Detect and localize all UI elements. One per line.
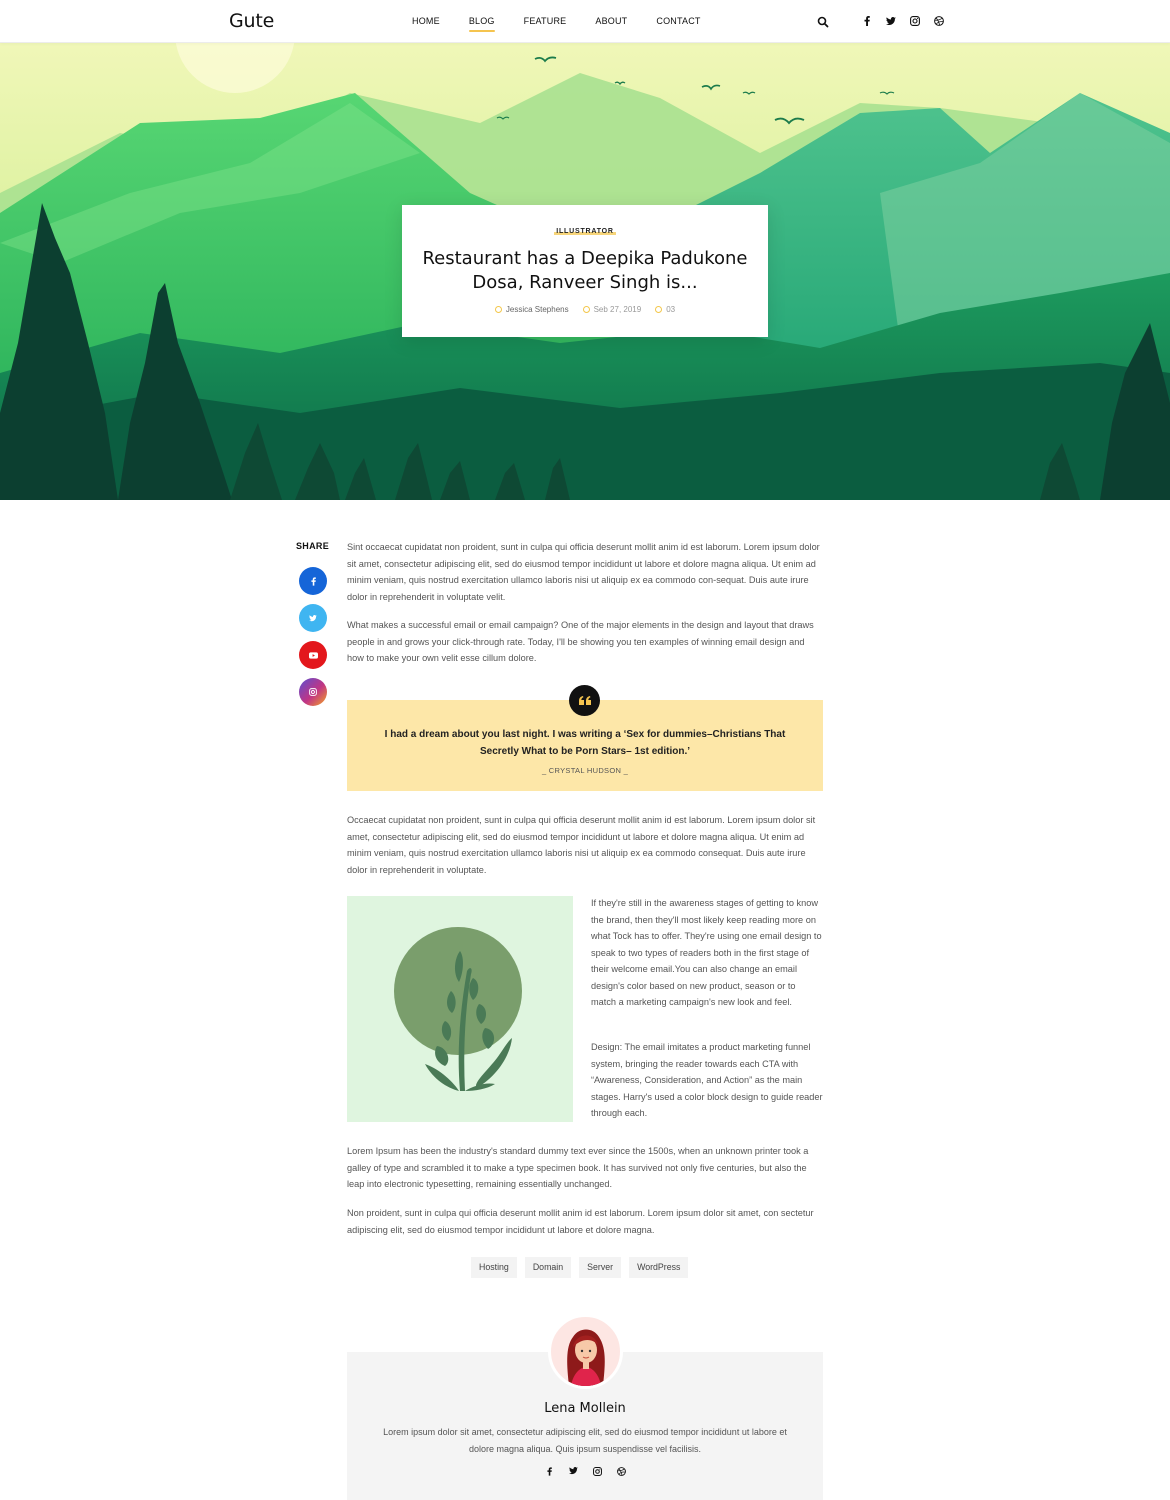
author-avatar xyxy=(548,1314,623,1389)
article-side-paragraph: If they're still in the awareness stages of getting to know the brand, then they'll most likely keep reading more on what Tock has to offer. They're using one email design to speak to two types of readers both in the first stage of their welcome email.You can also change an email design's color based on new product, season or to match a marketing campaign's new look and feel. xyxy=(591,898,822,1007)
plant-illustration xyxy=(347,896,573,1122)
post-comments-meta[interactable] xyxy=(655,305,675,314)
post-date-meta xyxy=(583,305,642,314)
twitter-icon[interactable] xyxy=(885,15,897,27)
quote-text: I had a dream about you last night. I was writing a ‘Sex for dummies–Christians That Secretly What to be Porn Stars– 1st edition.’ xyxy=(384,729,786,757)
post-title: Restaurant has a Deepika Padukone Dosa, Ranveer Singh is... xyxy=(422,248,748,293)
nav-home[interactable]: HOME xyxy=(412,16,440,26)
facebook-icon[interactable] xyxy=(861,15,873,27)
user-icon xyxy=(495,306,502,313)
main-nav xyxy=(412,16,730,26)
quote-icon xyxy=(569,685,600,716)
article-paragraph: Occaecat cupidatat non proident, sunt in culpa qui officia deserunt mollit anim id est laborum. Lorem ipsum dolor sit amet, consectetur adipiscing elit, sed do eiusmod tempor incididunt ut labore et dolore magna aliqua. Ut enim ad minim veniam, quis nostrud exercitation ullamco laboris nisi ut aliquip ex ea commodo consequat. Duis aute irure dolor in reprehenderit in voluptate. xyxy=(347,815,816,875)
tag-domain[interactable]: Domain xyxy=(525,1257,571,1278)
post-date: Seb 27, 2019 xyxy=(593,305,642,314)
share-label: SHARE xyxy=(296,541,330,551)
article-paragraph: Lorem Ipsum has been the industry's standard dummy text ever since the 1500s, when an unknown printer took a galley of type and scrambled it to make a type specimen book. It has survived not only five centuries, but also the leap into electronic typesetting, remaining essentially unchanged. xyxy=(347,1146,809,1189)
share-facebook-button[interactable] xyxy=(299,567,327,595)
author-social xyxy=(347,1465,823,1477)
calendar-icon xyxy=(583,306,590,313)
article-paragraph: Non proident, sunt in culpa qui officia deserunt mollit anim id est laborum. Lorem ipsum dolor sit amet, con sectetur adipiscing elit, sed do eiusmod tempor incididunt ut labore et dolore magna. xyxy=(347,1208,814,1235)
comment-icon xyxy=(655,306,662,313)
youtube-icon xyxy=(309,652,318,659)
article-paragraph: Sint occaecat cupidatat non proident, sunt in culpa qui officia deserunt mollit anim id est laborum. Lorem ipsum dolor sit amet, consectetur adipiscing elit, sed do eiusmod tempor incididunt ut labore et dolore magna aliqua. Ut enim ad minim veniam, quis nostrud exercitation ullamco laboris nisi ut aliquip ex ea commodo con-sequat. Duis aute irure dolor in reprehenderit in voluptate velit. xyxy=(347,542,820,602)
header-social xyxy=(861,15,957,27)
instagram-icon xyxy=(309,688,317,696)
tag-wordpress[interactable]: WordPress xyxy=(629,1257,688,1278)
post-author: Jessica Stephens xyxy=(505,305,569,314)
tag-hosting[interactable]: Hosting xyxy=(471,1257,517,1278)
twitter-icon xyxy=(309,615,317,622)
quote-author: _ CRYSTAL HUDSON _ xyxy=(541,766,629,775)
instagram-icon[interactable] xyxy=(909,15,921,27)
article-paragraph: What makes a successful email or email campaign? One of the major elements in the design and layout that draws people in and grows your click-through rate. Today, I'll be showing you ten examples of winning email design and how to make your own velit esse cillum dolore. xyxy=(347,620,814,663)
post-meta xyxy=(402,305,768,314)
search-icon[interactable] xyxy=(817,15,829,27)
author-name[interactable]: Lena Mollein xyxy=(544,1401,626,1416)
nav-about[interactable]: ABOUT xyxy=(595,16,628,26)
post-comment-count: 03 xyxy=(666,305,676,314)
nav-contact[interactable]: CONTACT xyxy=(656,16,701,26)
post-author-meta[interactable] xyxy=(495,305,569,314)
dribbble-icon[interactable] xyxy=(933,15,945,27)
article-side-paragraph: Design: The email imitates a product marketing funnel system, bringing the reader towards each CTA with “Awareness, Consideration, and Action” as the main stages. Harry's used a color block design to guide reader through each. xyxy=(591,1042,823,1118)
post-tags xyxy=(471,1257,696,1278)
author-bio: Lorem ipsum dolor sit amet, consectetur adipiscing elit, sed do eiusmod tempor incididunt ut labore et dolore magna aliqua. Quis ipsum suspendisse vel facilisis. xyxy=(383,1427,787,1454)
hero-banner xyxy=(0,43,1170,500)
site-logo[interactable]: Gute xyxy=(229,10,275,32)
tag-server[interactable]: Server xyxy=(579,1257,621,1278)
share-youtube-button[interactable] xyxy=(299,641,327,669)
share-instagram-button[interactable] xyxy=(299,678,327,706)
twitter-icon[interactable] xyxy=(567,1465,579,1477)
site-header xyxy=(0,0,1170,43)
post-category-badge[interactable]: ILLUSTRATOR xyxy=(556,228,614,235)
share-twitter-button[interactable] xyxy=(299,604,327,632)
instagram-icon[interactable] xyxy=(591,1465,603,1477)
nav-blog[interactable]: BLOG xyxy=(468,16,495,26)
facebook-icon xyxy=(311,577,316,586)
facebook-icon[interactable] xyxy=(543,1465,555,1477)
nav-feature[interactable]: FEATURE xyxy=(523,16,567,26)
post-title-card xyxy=(402,205,768,337)
dribbble-icon[interactable] xyxy=(615,1465,627,1477)
